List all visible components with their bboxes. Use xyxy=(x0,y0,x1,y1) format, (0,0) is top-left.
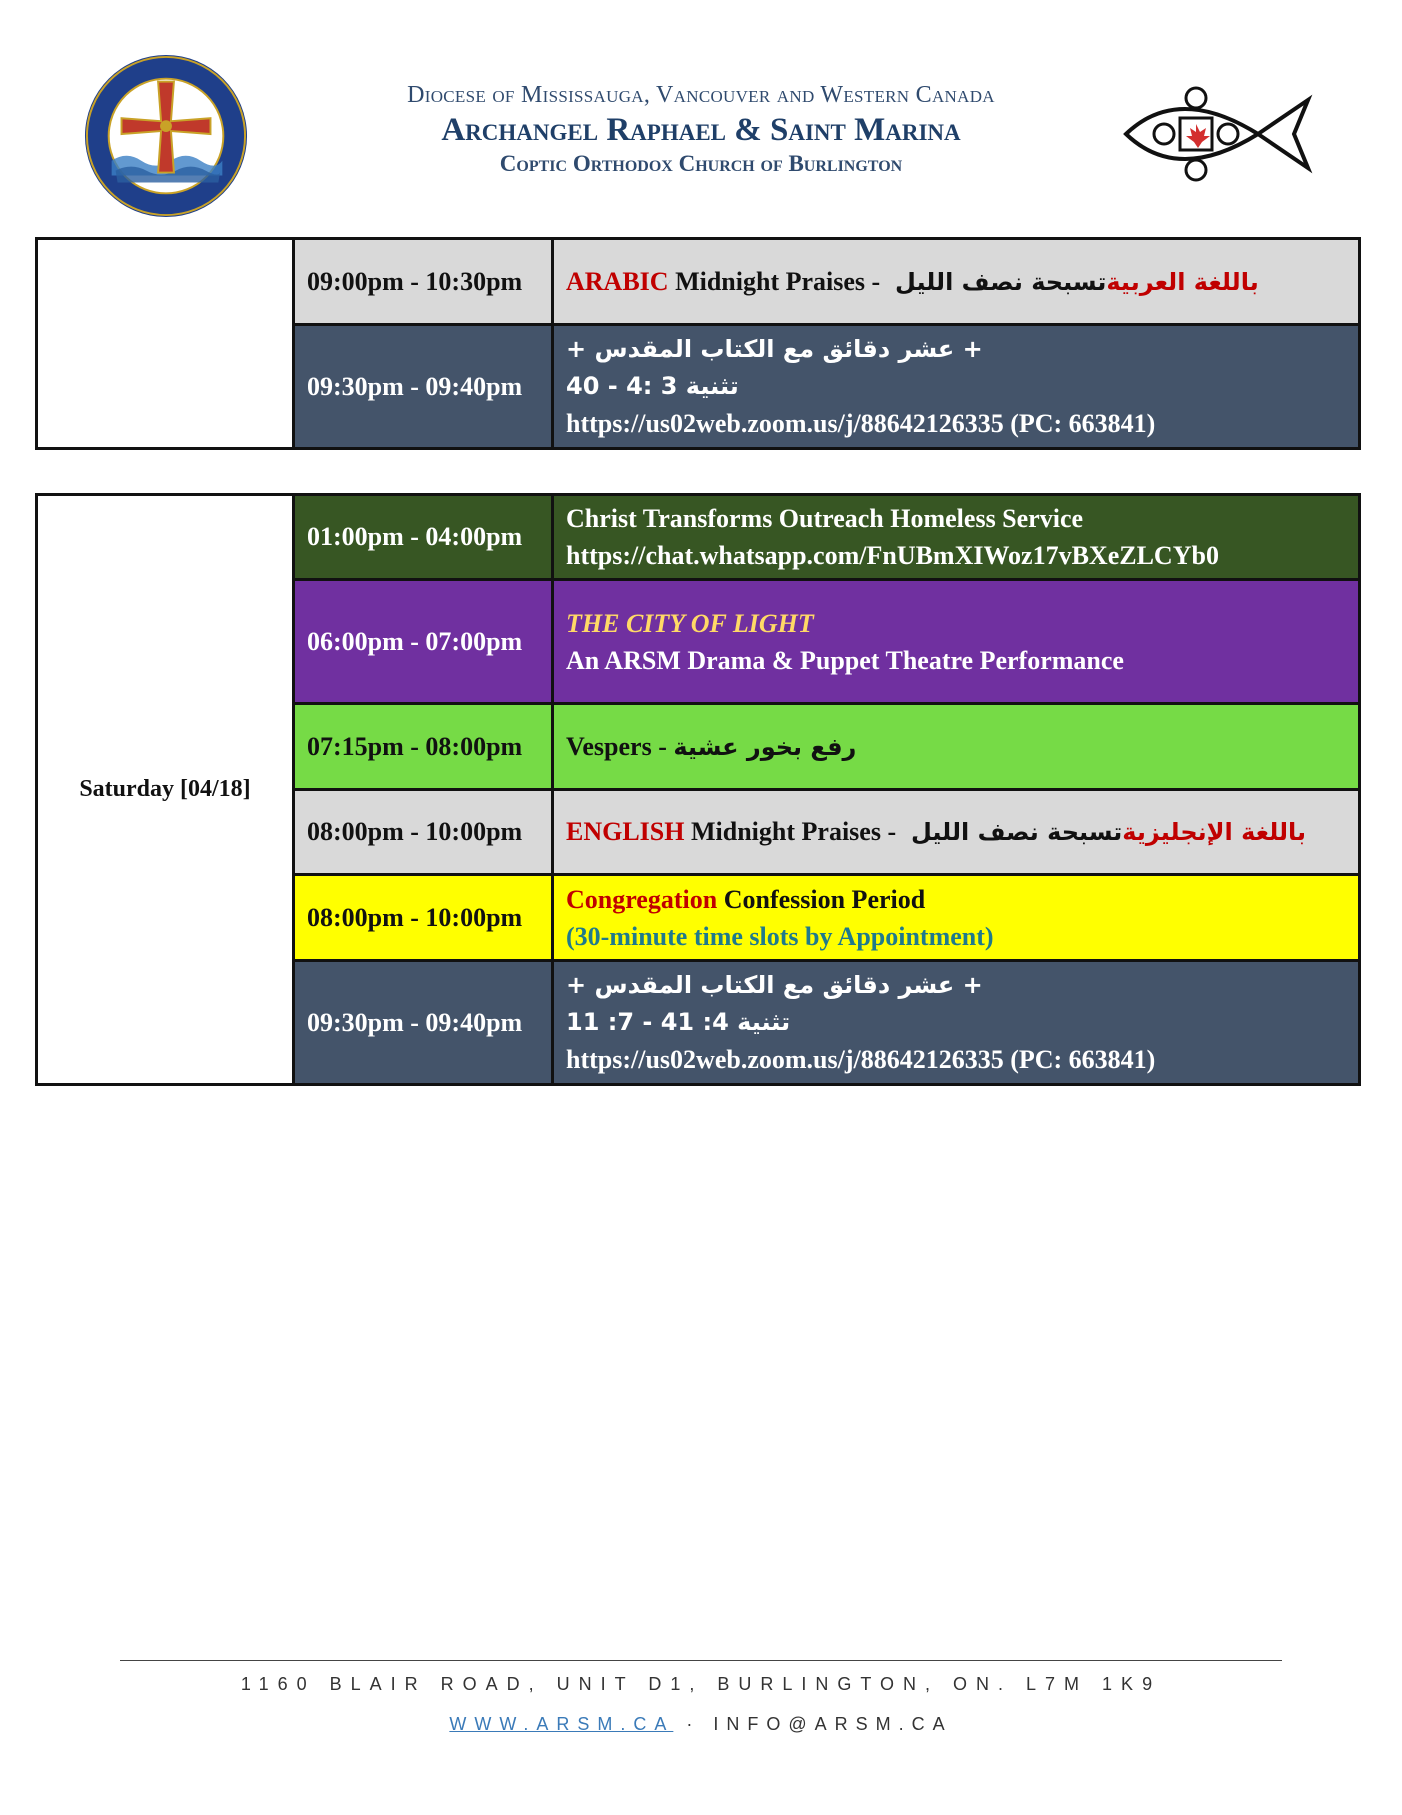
event-description xyxy=(553,875,1360,961)
zoom-link[interactable]: https://us02web.zoom.us/j/88642126335 (PC: 663841) xyxy=(566,1045,1156,1074)
event-title: Midnight Praises - xyxy=(668,266,887,296)
zoom-link[interactable]: https://us02web.zoom.us/j/88642126335 (PC: 663841) xyxy=(566,409,1156,438)
event-title xyxy=(566,881,1346,918)
event-title-rest: Confession Period xyxy=(717,884,926,914)
event-description xyxy=(553,580,1360,704)
arabic-title: تسبحة نصف الليل xyxy=(886,267,1107,296)
time-cell: 01:00pm - 04:00pm xyxy=(294,495,553,580)
table-row xyxy=(37,495,1360,580)
website-link[interactable]: WWW.ARSM.CA xyxy=(449,1714,674,1734)
time-cell: 08:00pm - 10:00pm xyxy=(294,875,553,961)
email-address[interactable]: INFO@ARSM.CA xyxy=(713,1714,953,1734)
church-subtitle: Coptic Orthodox Church of Burlington xyxy=(499,151,903,176)
event-title: Vespers - xyxy=(566,731,674,761)
time-cell: 08:00pm - 10:00pm xyxy=(294,790,553,875)
time-cell: 06:00pm - 07:00pm xyxy=(294,580,553,704)
event-title: Midnight Praises - xyxy=(684,817,903,846)
church-name: Archangel Raphael & Saint Marina xyxy=(441,112,961,148)
letterhead-text xyxy=(300,80,1102,178)
scripture-reference: تثنية 4: 41 - 7: 11 xyxy=(566,1008,791,1036)
arabic-title: تسبحة نصف الليل xyxy=(902,818,1123,846)
footer-divider xyxy=(120,1660,1282,1661)
footer-address: 1160 BLAIR ROAD, UNIT D1, BURLINGTON, ON. L7M 1K9 xyxy=(240,1674,1162,1694)
whatsapp-link[interactable]: https://chat.whatsapp.com/FnUBmXIWoz17vBXeZLCYb0 xyxy=(566,541,1219,570)
time-cell: 09:30pm - 09:40pm xyxy=(294,961,553,1085)
event-description xyxy=(553,704,1360,790)
letterhead xyxy=(0,0,1402,230)
diocese-name: Diocese of Mississauga, Vancouver and Western Canada xyxy=(407,82,995,108)
footer-contact xyxy=(0,1714,1402,1735)
day-cell xyxy=(37,239,294,449)
time-cell: 09:00pm - 10:30pm xyxy=(294,239,553,325)
event-description xyxy=(553,495,1360,580)
schedule-table-2 xyxy=(35,493,1361,1086)
event-title: Christ Transforms Outreach Homeless Service xyxy=(566,504,1084,533)
arabic-title: + عشر دقائق مع الكتاب المقدس + xyxy=(566,971,983,999)
event-description xyxy=(553,961,1360,1085)
language-label: ENGLISH xyxy=(566,817,685,846)
arabic-title: رفع بخور عشية xyxy=(673,732,857,761)
schedule-table-1 xyxy=(35,237,1361,450)
scripture-reference: تثنية 3 :4 - 40 xyxy=(566,372,739,400)
footer-separator: · xyxy=(673,1714,714,1734)
event-description xyxy=(553,239,1360,325)
arabic-title: + عشر دقائق مع الكتاب المقدس + xyxy=(566,335,983,363)
table-row xyxy=(37,239,1360,325)
time-cell: 07:15pm - 08:00pm xyxy=(294,704,553,790)
arabic-language-label: باللغة الإنجليزية xyxy=(1122,818,1307,846)
event-description xyxy=(553,325,1360,449)
event-subtitle: An ARSM Drama & Puppet Theatre Performance xyxy=(566,645,1124,675)
event-description xyxy=(553,790,1360,875)
arabic-language-label: باللغة العربية xyxy=(1106,267,1259,296)
audience-label: Congregation xyxy=(566,884,718,914)
diocese-fish-logo xyxy=(1118,78,1318,190)
event-note: (30-minute time slots by Appointment) xyxy=(566,921,994,951)
event-title: THE CITY OF LIGHT xyxy=(566,608,814,638)
language-label: ARABIC xyxy=(566,266,669,296)
diocese-seal-logo xyxy=(82,52,250,220)
day-cell: Saturday [04/18] xyxy=(37,495,294,1085)
time-cell: 09:30pm - 09:40pm xyxy=(294,325,553,449)
